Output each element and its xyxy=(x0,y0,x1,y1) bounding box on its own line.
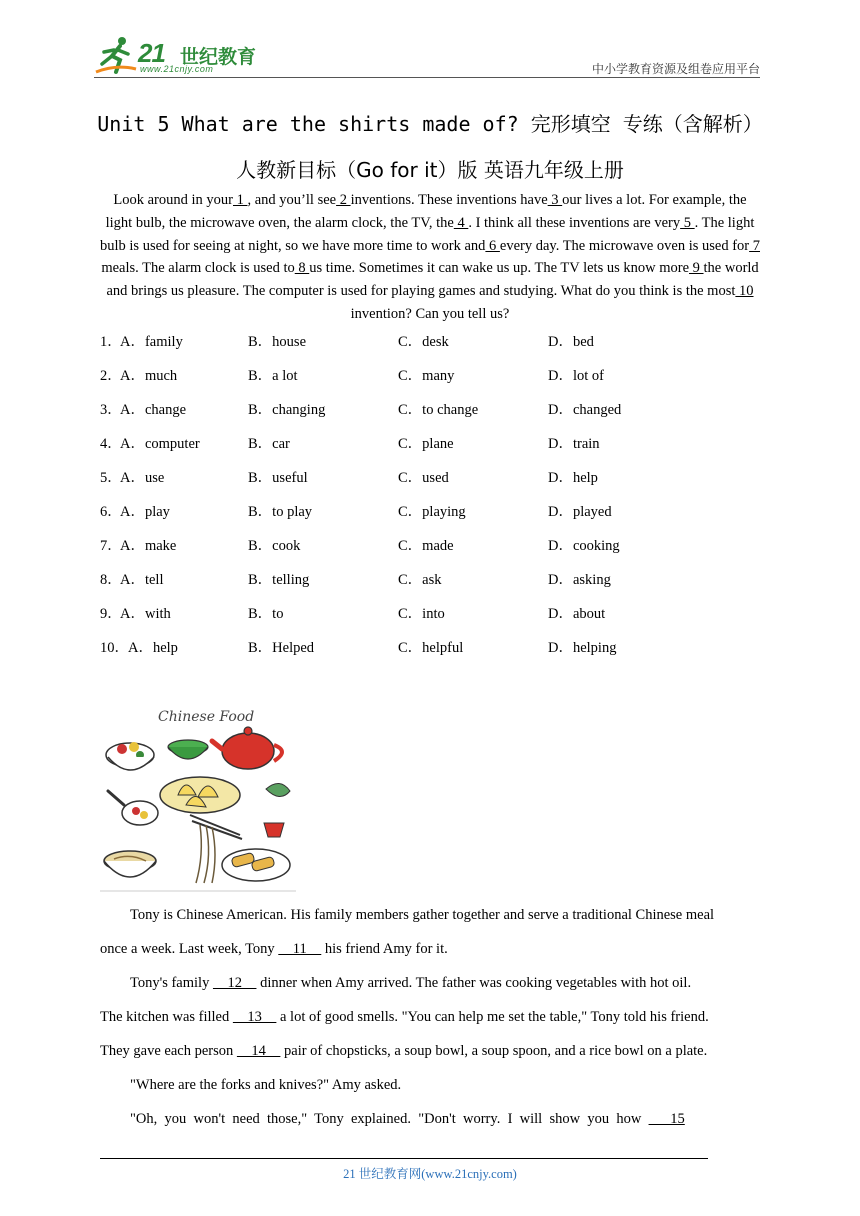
header-divider xyxy=(94,77,760,78)
blank-10: 10 xyxy=(735,283,754,300)
option-a: A．help xyxy=(128,640,178,656)
site-logo[interactable] xyxy=(94,34,264,76)
passage-text: They gave each person xyxy=(100,1043,237,1059)
option-c: C．desk xyxy=(398,334,449,350)
question-number: 8． xyxy=(100,572,122,588)
passage-text: The kitchen was filled xyxy=(100,1009,233,1025)
option-row xyxy=(100,466,760,486)
passage-2-line xyxy=(100,1041,760,1061)
footer-link[interactable]: 21 世纪教育网(www.21cnjy.com) xyxy=(343,1167,517,1181)
option-a: A．family xyxy=(120,334,183,350)
passage-text: his friend Amy for it. xyxy=(321,941,448,957)
option-c: C．playing xyxy=(398,504,466,520)
option-row xyxy=(100,568,760,588)
option-d: D．bed xyxy=(548,334,594,350)
option-d: D．lot of xyxy=(548,368,604,384)
option-b: B．to play xyxy=(248,504,313,520)
option-d: D．played xyxy=(548,504,612,520)
logo-text: 世纪教育 xyxy=(180,46,257,68)
passage-text: inventions. These inventions have xyxy=(350,192,548,208)
option-a: A．tell xyxy=(120,572,164,588)
logo-url: www.21cnjy.com xyxy=(140,64,214,74)
option-row xyxy=(100,364,760,384)
chinese-food-illustration xyxy=(100,705,296,893)
option-d: D．about xyxy=(548,606,606,622)
passage-text: Tony's family xyxy=(130,975,213,991)
option-row xyxy=(100,534,760,554)
document-title: Unit 5 What are the shirts made of? 完形填空 专练（含解析） xyxy=(97,112,763,136)
passage-text: . I think all these inventions are very xyxy=(468,214,681,231)
document-subtitle: 人教新目标（Go for it）版 英语九年级上册 xyxy=(236,158,624,182)
food-drawing xyxy=(100,705,296,893)
blank-7: 7 xyxy=(749,237,760,254)
option-c: C．used xyxy=(398,470,449,486)
runner-logo-icon xyxy=(94,36,138,76)
option-c: C．plane xyxy=(398,436,454,452)
blank-4: 4 xyxy=(453,214,469,231)
option-b: B．cook xyxy=(248,538,301,554)
passage-2-line: Tony is Chinese American. His family members gather together and serve a traditional Chinese meal xyxy=(130,907,715,923)
option-b: B．useful xyxy=(248,470,308,486)
question-number: 5． xyxy=(100,470,122,486)
option-b: B．a lot xyxy=(248,368,298,384)
cloze-passage-1 xyxy=(100,189,760,326)
option-d: D．cooking xyxy=(548,538,620,554)
blank-14: 14 xyxy=(236,1043,281,1059)
question-number: 9． xyxy=(100,606,122,622)
option-d: D．helping xyxy=(548,640,617,656)
image-caption: Chinese Food xyxy=(158,709,255,725)
option-row xyxy=(100,432,760,452)
passage-text: "Oh, you won't need those," Tony explained. "Don't worry. I will show you how xyxy=(130,1111,649,1127)
passage-text: our lives a lot. For example, the light bulb, the microwave oven, the alarm clock, the TV, the xyxy=(105,192,747,231)
option-a: A．much xyxy=(120,368,178,384)
option-c: C．ask xyxy=(398,572,442,588)
option-a: A．use xyxy=(120,470,165,486)
option-b: B．to xyxy=(248,606,284,622)
blank-6: 6 xyxy=(485,237,500,254)
passage-2-line xyxy=(100,1109,790,1129)
passage-text: every day. The microwave oven is used for xyxy=(499,237,750,254)
option-d: D．asking xyxy=(548,572,611,588)
option-a: A．change xyxy=(120,402,187,418)
passage-text: dinner when Amy arrived. The father was cooking vegetables with hot oil. xyxy=(256,975,692,991)
option-c: C．helpful xyxy=(398,640,464,656)
blank-1: 1 xyxy=(233,192,248,208)
passage-text: the world and brings us pleasure. The computer is used for playing games and studying. What do you think is the most xyxy=(106,260,759,300)
question-number: 4． xyxy=(100,436,122,452)
option-row xyxy=(100,636,760,656)
blank-5: 5 xyxy=(680,214,695,231)
passage-2-line: "Where are the forks and knives?" Amy asked. xyxy=(130,1077,402,1093)
passage-2-line xyxy=(100,1007,760,1027)
option-b: B．telling xyxy=(248,572,310,588)
passage-text: a lot of good smells. "You can help me set the table," Tony told his friend. xyxy=(276,1009,709,1025)
option-c: C．made xyxy=(398,538,454,554)
question-number: 10． xyxy=(100,640,129,656)
passage-text: us time. Sometimes it can wake us up. The TV lets us know more xyxy=(309,260,690,277)
passage-text: invention? Can you tell us? xyxy=(350,305,510,322)
option-c: C．to change xyxy=(398,402,479,418)
passage-2-line xyxy=(100,939,760,959)
logo-number: 21 xyxy=(138,38,165,68)
question-number: 7． xyxy=(100,538,122,554)
passage-text: . The light bulb is used for seeing at night, so we have more time to work and xyxy=(100,214,755,254)
passage-text: , and you’ll see xyxy=(247,192,337,208)
option-b: B．car xyxy=(248,436,290,452)
option-a: A．computer xyxy=(120,436,200,452)
option-b: B．Helped xyxy=(248,640,315,656)
blank-13: 13 xyxy=(232,1009,277,1025)
option-row xyxy=(100,398,760,418)
question-number: 2． xyxy=(100,368,122,384)
option-row xyxy=(100,500,760,520)
question-number: 6． xyxy=(100,504,122,520)
option-a: A．make xyxy=(120,538,177,554)
option-b: B．changing xyxy=(248,402,326,418)
option-d: D．help xyxy=(548,470,598,486)
blank-11: 11 xyxy=(278,941,322,957)
passage-text: pair of chopsticks, a soup bowl, a soup spoon, and a rice bowl on a plate. xyxy=(280,1043,708,1059)
platform-name: 中小学教育资源及组卷应用平台 xyxy=(591,62,760,76)
option-row xyxy=(100,330,760,350)
option-d: D．train xyxy=(548,436,600,452)
question-number: 3． xyxy=(100,402,122,418)
page-header xyxy=(94,34,760,78)
option-row xyxy=(100,602,760,622)
option-c: C．into xyxy=(398,606,445,622)
option-d: D．changed xyxy=(548,402,622,418)
blank-15: 15 xyxy=(648,1111,685,1127)
option-b: B．house xyxy=(248,334,306,350)
passage-text: Look around in your xyxy=(113,192,233,208)
question-number: 1． xyxy=(100,334,122,350)
passage-2-line xyxy=(100,973,790,993)
passage-text: once a week. Last week, Tony xyxy=(100,941,279,957)
footer-divider xyxy=(100,1158,708,1159)
option-a: A．with xyxy=(120,606,171,622)
blank-8: 8 xyxy=(294,260,310,277)
blank-3: 3 xyxy=(547,192,563,208)
blank-2: 2 xyxy=(336,192,351,208)
option-c: C．many xyxy=(398,368,455,384)
option-a: A．play xyxy=(120,504,170,520)
blank-12: 12 xyxy=(212,975,257,991)
passage-text: meals. The alarm clock is used to xyxy=(101,260,295,277)
blank-9: 9 xyxy=(689,260,704,277)
